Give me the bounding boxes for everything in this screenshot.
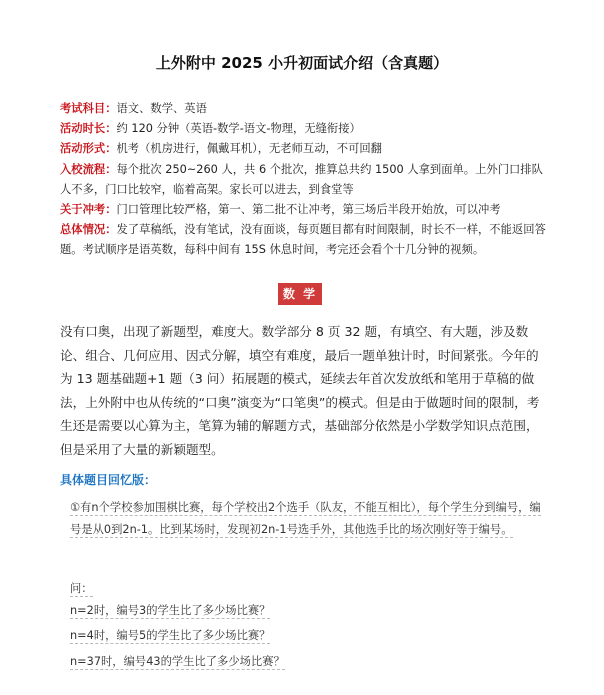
math-section-badge: 数 学	[278, 283, 322, 305]
info-text: 每个批次 250~260 人，共 6 个批次，推算总共约 1500 人拿到面单。上外门口排队人不多，门口比较窄，临着高架。家长可以进去，到食堂等	[60, 162, 543, 196]
info-row-subjects	[60, 99, 550, 119]
question-stem-text: ①有n个学校参加围棋比赛，每个学校出2个选手（队友，不能互相比），每个学生分到编号，编号是从0到2n-1。比到某场时，发现初2n-1号选手外，其他选手比的场次刚好等于编号。	[70, 501, 541, 536]
sub-question-text: n=37时，编号43的学生比了多少场比赛？	[70, 655, 285, 668]
info-row-format	[60, 139, 550, 159]
info-label: 总体情况：	[60, 223, 117, 237]
info-text: 门口管理比较严格，第一、第二批不让冲考，第三场后半段开始放，可以冲考	[116, 203, 501, 217]
info-label: 考试科目：	[60, 102, 117, 115]
info-row-duration	[60, 119, 550, 139]
page-title: 上外附中 2025 小升初面试介绍（含真题）	[155, 54, 449, 72]
question-stem	[70, 497, 550, 541]
info-text: 机考（机房进行，佩戴耳机），无老师互动，不可回翻	[116, 142, 382, 156]
question-ask	[70, 578, 550, 600]
info-text: 约 120 分钟（英语-数学-语文-物理，无缝衔接）	[116, 122, 361, 136]
sub-question-2	[70, 625, 550, 647]
sub-question-1	[70, 600, 550, 622]
math-paragraph: 没有口奥，出现了新题型，难度大。数学部分 8 页 32 题，有填空、有大题，涉及数论、组合、几何应用、因式分解，填空有难度，最后一题单独计时，时间紧张。今年的为 13 题基础题+1 题（3 问）拓展题的模式，延续去年首次发放纸和笔用于草稿的做法，上外附中也从传统的“口奥”演变为“口笔奥”的模式。但是由于做题时间的限制，考生还是需要以心算为主，笔算为辅的解题方式，基础部分依然是小学数学知识点范围，但是采用了大量的新颖题型。	[60, 324, 540, 457]
sub-question-text: n=2时，编号3的学生比了多少场比赛？	[70, 604, 271, 617]
info-text: 发了草稿纸，没有笔试，没有面谈，每页题目都有时间限制，时长不一样，不能返回答题。考试顺序是语英数，每科中间有 15S 休息时间，考完还会看个十几分钟的视频。	[60, 223, 546, 257]
info-label: 活动时长：	[60, 122, 117, 136]
info-row-entry	[60, 160, 550, 200]
question-ask-text: 问：	[70, 582, 93, 595]
info-row-overall	[60, 220, 550, 260]
info-label: 关于冲考：	[60, 203, 117, 217]
sub-question-3	[70, 651, 550, 673]
recall-heading: 具体题目回忆版：	[60, 473, 157, 487]
info-label: 活动形式：	[60, 142, 117, 156]
info-text: 语文、数学、英语	[116, 102, 207, 115]
info-block	[60, 99, 550, 261]
info-label: 入校流程：	[60, 162, 117, 176]
info-row-rush	[60, 200, 550, 220]
sub-question-text: n=4时，编号5的学生比了多少场比赛？	[70, 629, 271, 642]
